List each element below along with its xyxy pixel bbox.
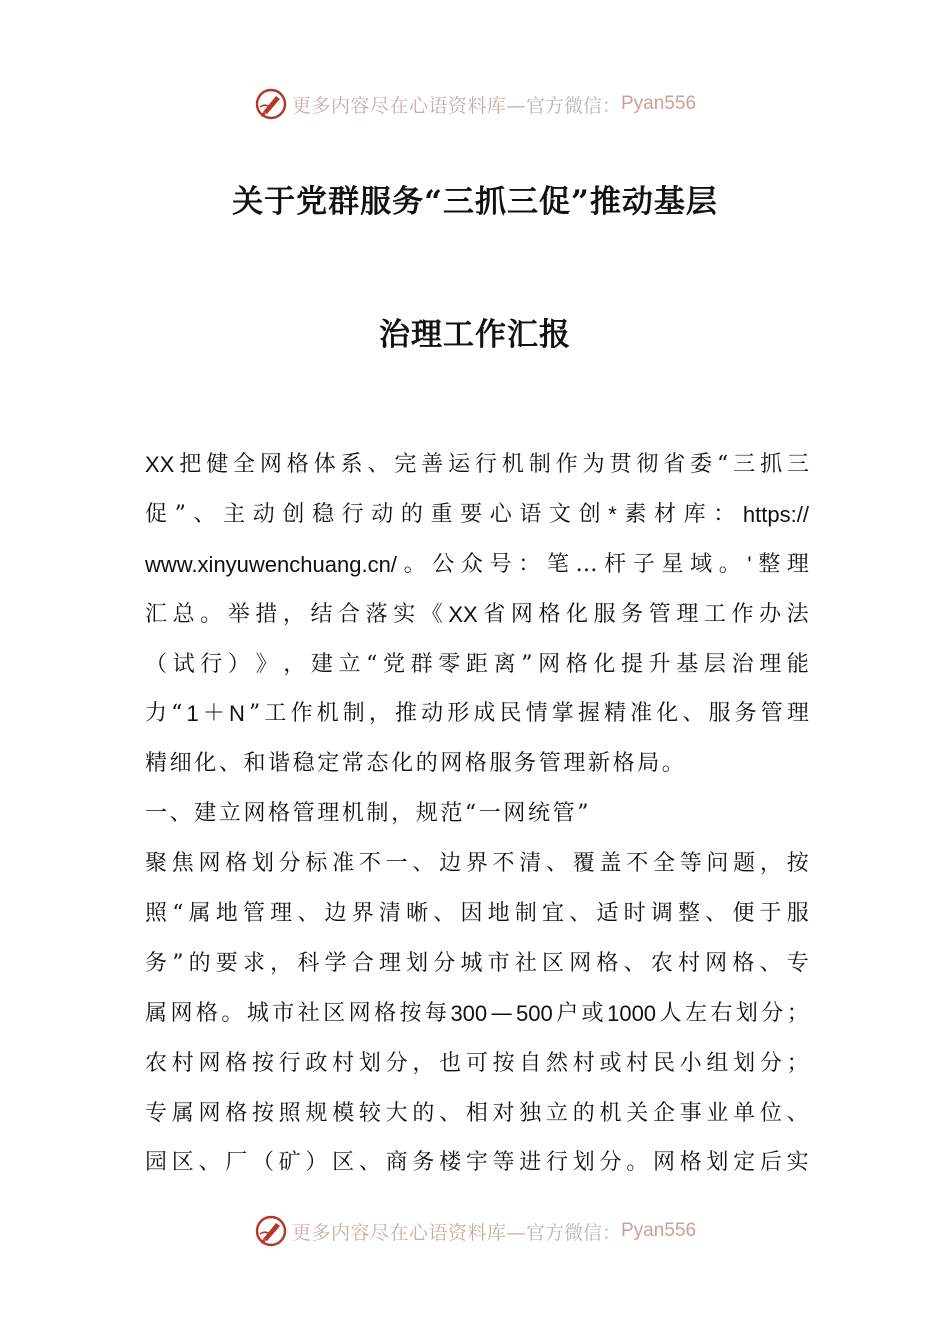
watermark-wechat-label: 官方微信： — [525, 94, 621, 117]
watermark-wechat-id: Pyan556 — [621, 93, 697, 114]
body-line: XX 把 健 全 网 格 体 系 、 完 善 运 行 机 制 作 为 贯 彻 省 委 “ 三 抓 三 — [145, 452, 809, 477]
watermark-text: 更多内容尽在心语资料库— — [291, 94, 526, 117]
body-line: （ 试 行 ） 》 ， 建 立 “ 党 群 零 距 离 ” 网 格 化 提 升 基 层 治 理 能 — [145, 651, 809, 677]
body-line: 力 “ 1 ＋ N ” 工 作 机 制 ， 推 动 形 成 民 情 掌 握 精 准 化 、 服 务 管 理 — [145, 701, 809, 727]
body-line: 务 ” 的 要 求 ， 科 学 合 理 划 分 城 市 社 区 网 格 、 农 村 网 格 、 专 — [145, 950, 809, 976]
document-body — [145, 440, 809, 1188]
body-line: 照 “ 属 地 管 理 、 边 界 清 晰 、 因 地 制 宜 、 适 时 调 整 、 便 于 服 — [145, 901, 809, 927]
body-line: 属 网 格 。 城 市 社 区 网 格 按 每 300 — 500 户 或 1000 人 左 右 划 分 ； — [145, 1000, 809, 1026]
body-line: 一 、 建 立 网 格 管 理 机 制 ， 规 范 “ 一 网 统 管 ” — [145, 801, 589, 827]
document-title-line-1: 关于党群服务“三抓三促”推动基层 — [232, 184, 718, 220]
watermark-text: 更多内容尽在心语资料库— — [291, 1221, 526, 1244]
watermark-wechat-label: 官方微信： — [525, 1221, 621, 1244]
pen-logo-icon — [254, 87, 288, 121]
footer-watermark — [0, 1209, 950, 1253]
body-line: 农 村 网 格 按 行 政 村 划 分 ， 也 可 按 自 然 村 或 村 民 小 组 划 分 ； — [145, 1050, 809, 1076]
body-line: 汇 总 。 举 措 ， 结 合 落 实 《 XX 省 网 格 化 服 务 管 理 工 作 办 法 — [145, 601, 809, 627]
header-watermark — [0, 82, 950, 126]
body-line: 精 细 化 、 和 谐 稳 定 常 态 化 的 网 格 服 务 管 理 新 格 局 。 — [145, 751, 684, 777]
watermark-wechat-id: Pyan556 — [621, 1220, 697, 1241]
body-line: 促 ” 、 主 动 创 稳 行 动 的 重 要 心 语 文 创 * 素 材 库 ： https:// — [145, 501, 809, 527]
body-line: 专 属 网 格 按 照 规 模 较 大 的 、 相 对 独 立 的 机 关 企 事 业 单 位 、 — [145, 1100, 809, 1126]
document-title-line-2: 治理工作汇报 — [379, 317, 571, 353]
pen-logo-icon — [254, 1214, 288, 1248]
body-line: www.xinyuwenchuang.cn/ 。 公 众 号 ： 笔 … 杆 子 星 域 。 ' 整 理 — [145, 551, 809, 577]
body-line: 聚 焦 网 格 划 分 标 准 不 一 、 边 界 不 清 、 覆 盖 不 全 等 问 题 ， 按 — [145, 851, 809, 877]
body-line: 园 区 、 厂 （ 矿 ） 区 、 商 务 楼 宇 等 进 行 划 分 。 网 格 划 定 后 实 — [145, 1150, 809, 1176]
